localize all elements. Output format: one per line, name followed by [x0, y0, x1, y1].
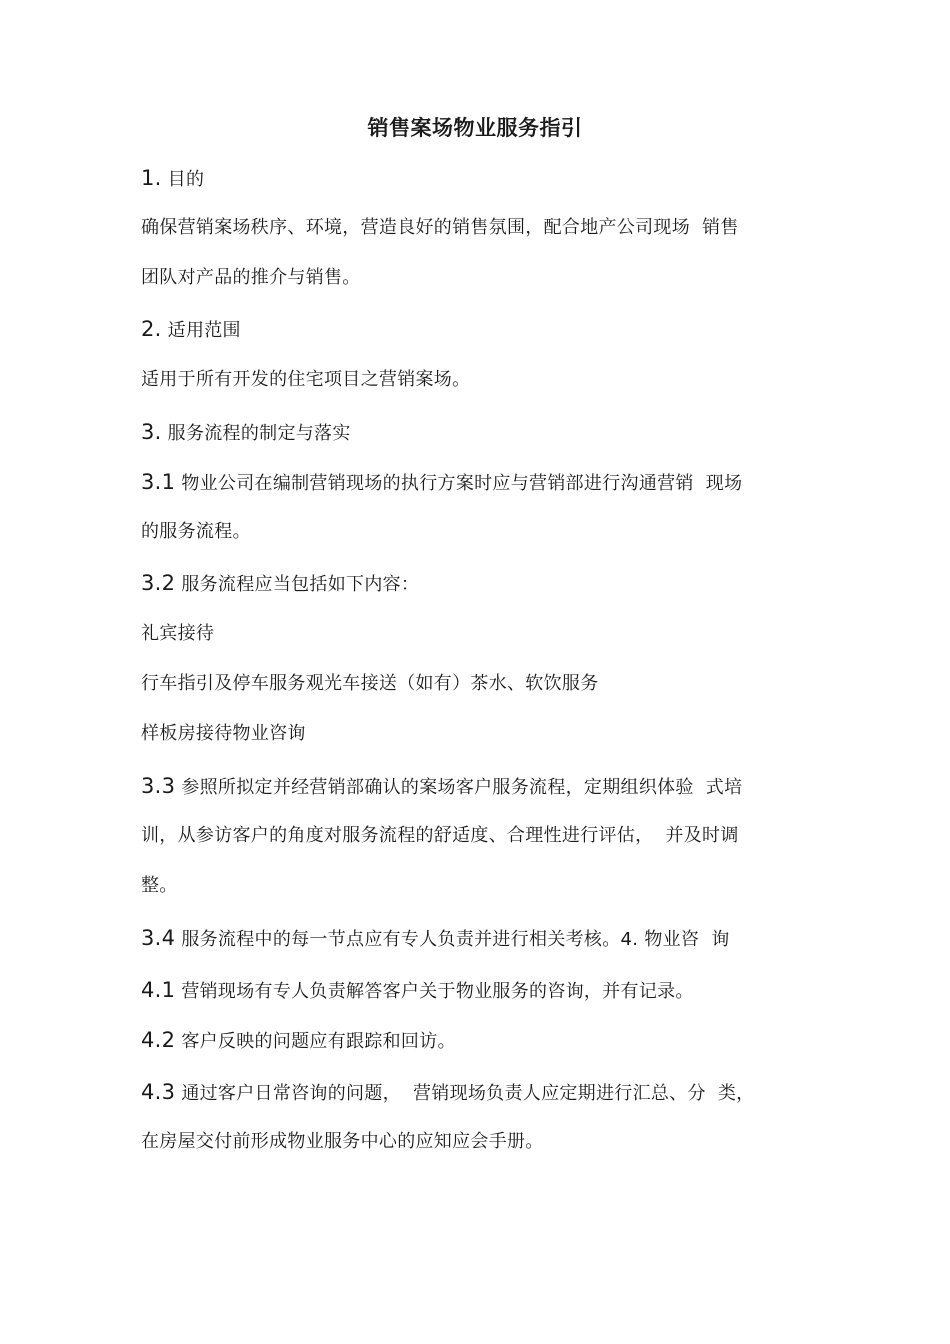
section-heading-purpose [141, 164, 204, 194]
clause-number: 3.1 [141, 470, 176, 494]
clause-number: 3.4 [141, 926, 176, 950]
clause-3-3 [141, 772, 742, 802]
clause-3-1 [141, 468, 742, 498]
clause-number: 3.2 [141, 571, 176, 595]
paragraph-text: 整。 [141, 875, 178, 896]
paragraph-text: 在房屋交付前形成物业服务中心的应知应会手册。 [141, 1131, 544, 1152]
paragraph-line [141, 366, 470, 394]
clause-text: 参照所拟定并经营销部确认的案场客户服务流程，定期组织体验 式培 [175, 777, 743, 798]
paragraph-line [141, 214, 739, 242]
clause-number: 4.2 [141, 1028, 176, 1052]
clause-4-2 [141, 1026, 456, 1056]
section-heading-scope [141, 315, 241, 345]
section-number: 3. [141, 420, 162, 444]
paragraph-text: 适用于所有开发的住宅项目之营销案场。 [141, 369, 471, 390]
paragraph-line [141, 822, 739, 850]
clause-3-4 [141, 924, 730, 954]
paragraph-text: 确保营销案场秩序、环境，营造良好的销售氛围，配合地产公司现场 销售 [141, 217, 739, 238]
section-number: 1. [141, 166, 162, 190]
clause-4-3 [141, 1078, 754, 1108]
paragraph-line [141, 872, 178, 900]
section-number: 2. [141, 317, 162, 341]
section-text: 目的 [161, 169, 205, 190]
paragraph-line [141, 264, 361, 292]
clause-number: 3.3 [141, 774, 176, 798]
paragraph-text: 的服务流程。 [141, 521, 251, 542]
list-item [141, 670, 599, 698]
section-heading-process [141, 418, 351, 448]
clause-text: 服务流程中的每一节点应有专人负责并进行相关考核。4. 物业咨 询 [175, 929, 730, 950]
clause-number: 4.1 [141, 978, 176, 1002]
clause-text: 物业公司在编制营销现场的执行方案时应与营销部进行沟通营销 现场 [175, 473, 743, 494]
clause-text: 客户反映的问题应有跟踪和回访。 [175, 1031, 456, 1052]
clause-number: 4.3 [141, 1080, 176, 1104]
document-title: 销售案场物业服务指引 [367, 116, 583, 140]
paragraph-line [141, 1128, 544, 1156]
list-item-text: 礼宾接待 [141, 623, 215, 644]
paragraph-text: 训，从参访客户的角度对服务流程的舒适度、合理性进行评估， 并及时调 [141, 825, 739, 846]
clause-text: 通过客户日常咨询的问题， 营销现场负责人应定期进行汇总、分 类， [175, 1083, 755, 1104]
list-item-text: 样板房接待物业咨询 [141, 723, 306, 744]
list-item [141, 620, 214, 648]
paragraph-text: 团队对产品的推介与销售。 [141, 267, 361, 288]
list-item-text: 行车指引及停车服务观光车接送（如有）茶水、软饮服务 [141, 673, 599, 694]
paragraph-line [141, 518, 251, 546]
clause-text: 营销现场有专人负责解答客户关于物业服务的咨询，并有记录。 [175, 981, 694, 1002]
clause-text: 服务流程应当包括如下内容： [175, 574, 420, 595]
clause-4-1 [141, 976, 694, 1006]
section-text: 服务流程的制定与落实 [161, 423, 351, 444]
clause-3-2 [141, 569, 419, 599]
section-text: 适用范围 [161, 320, 241, 341]
list-item [141, 720, 306, 748]
